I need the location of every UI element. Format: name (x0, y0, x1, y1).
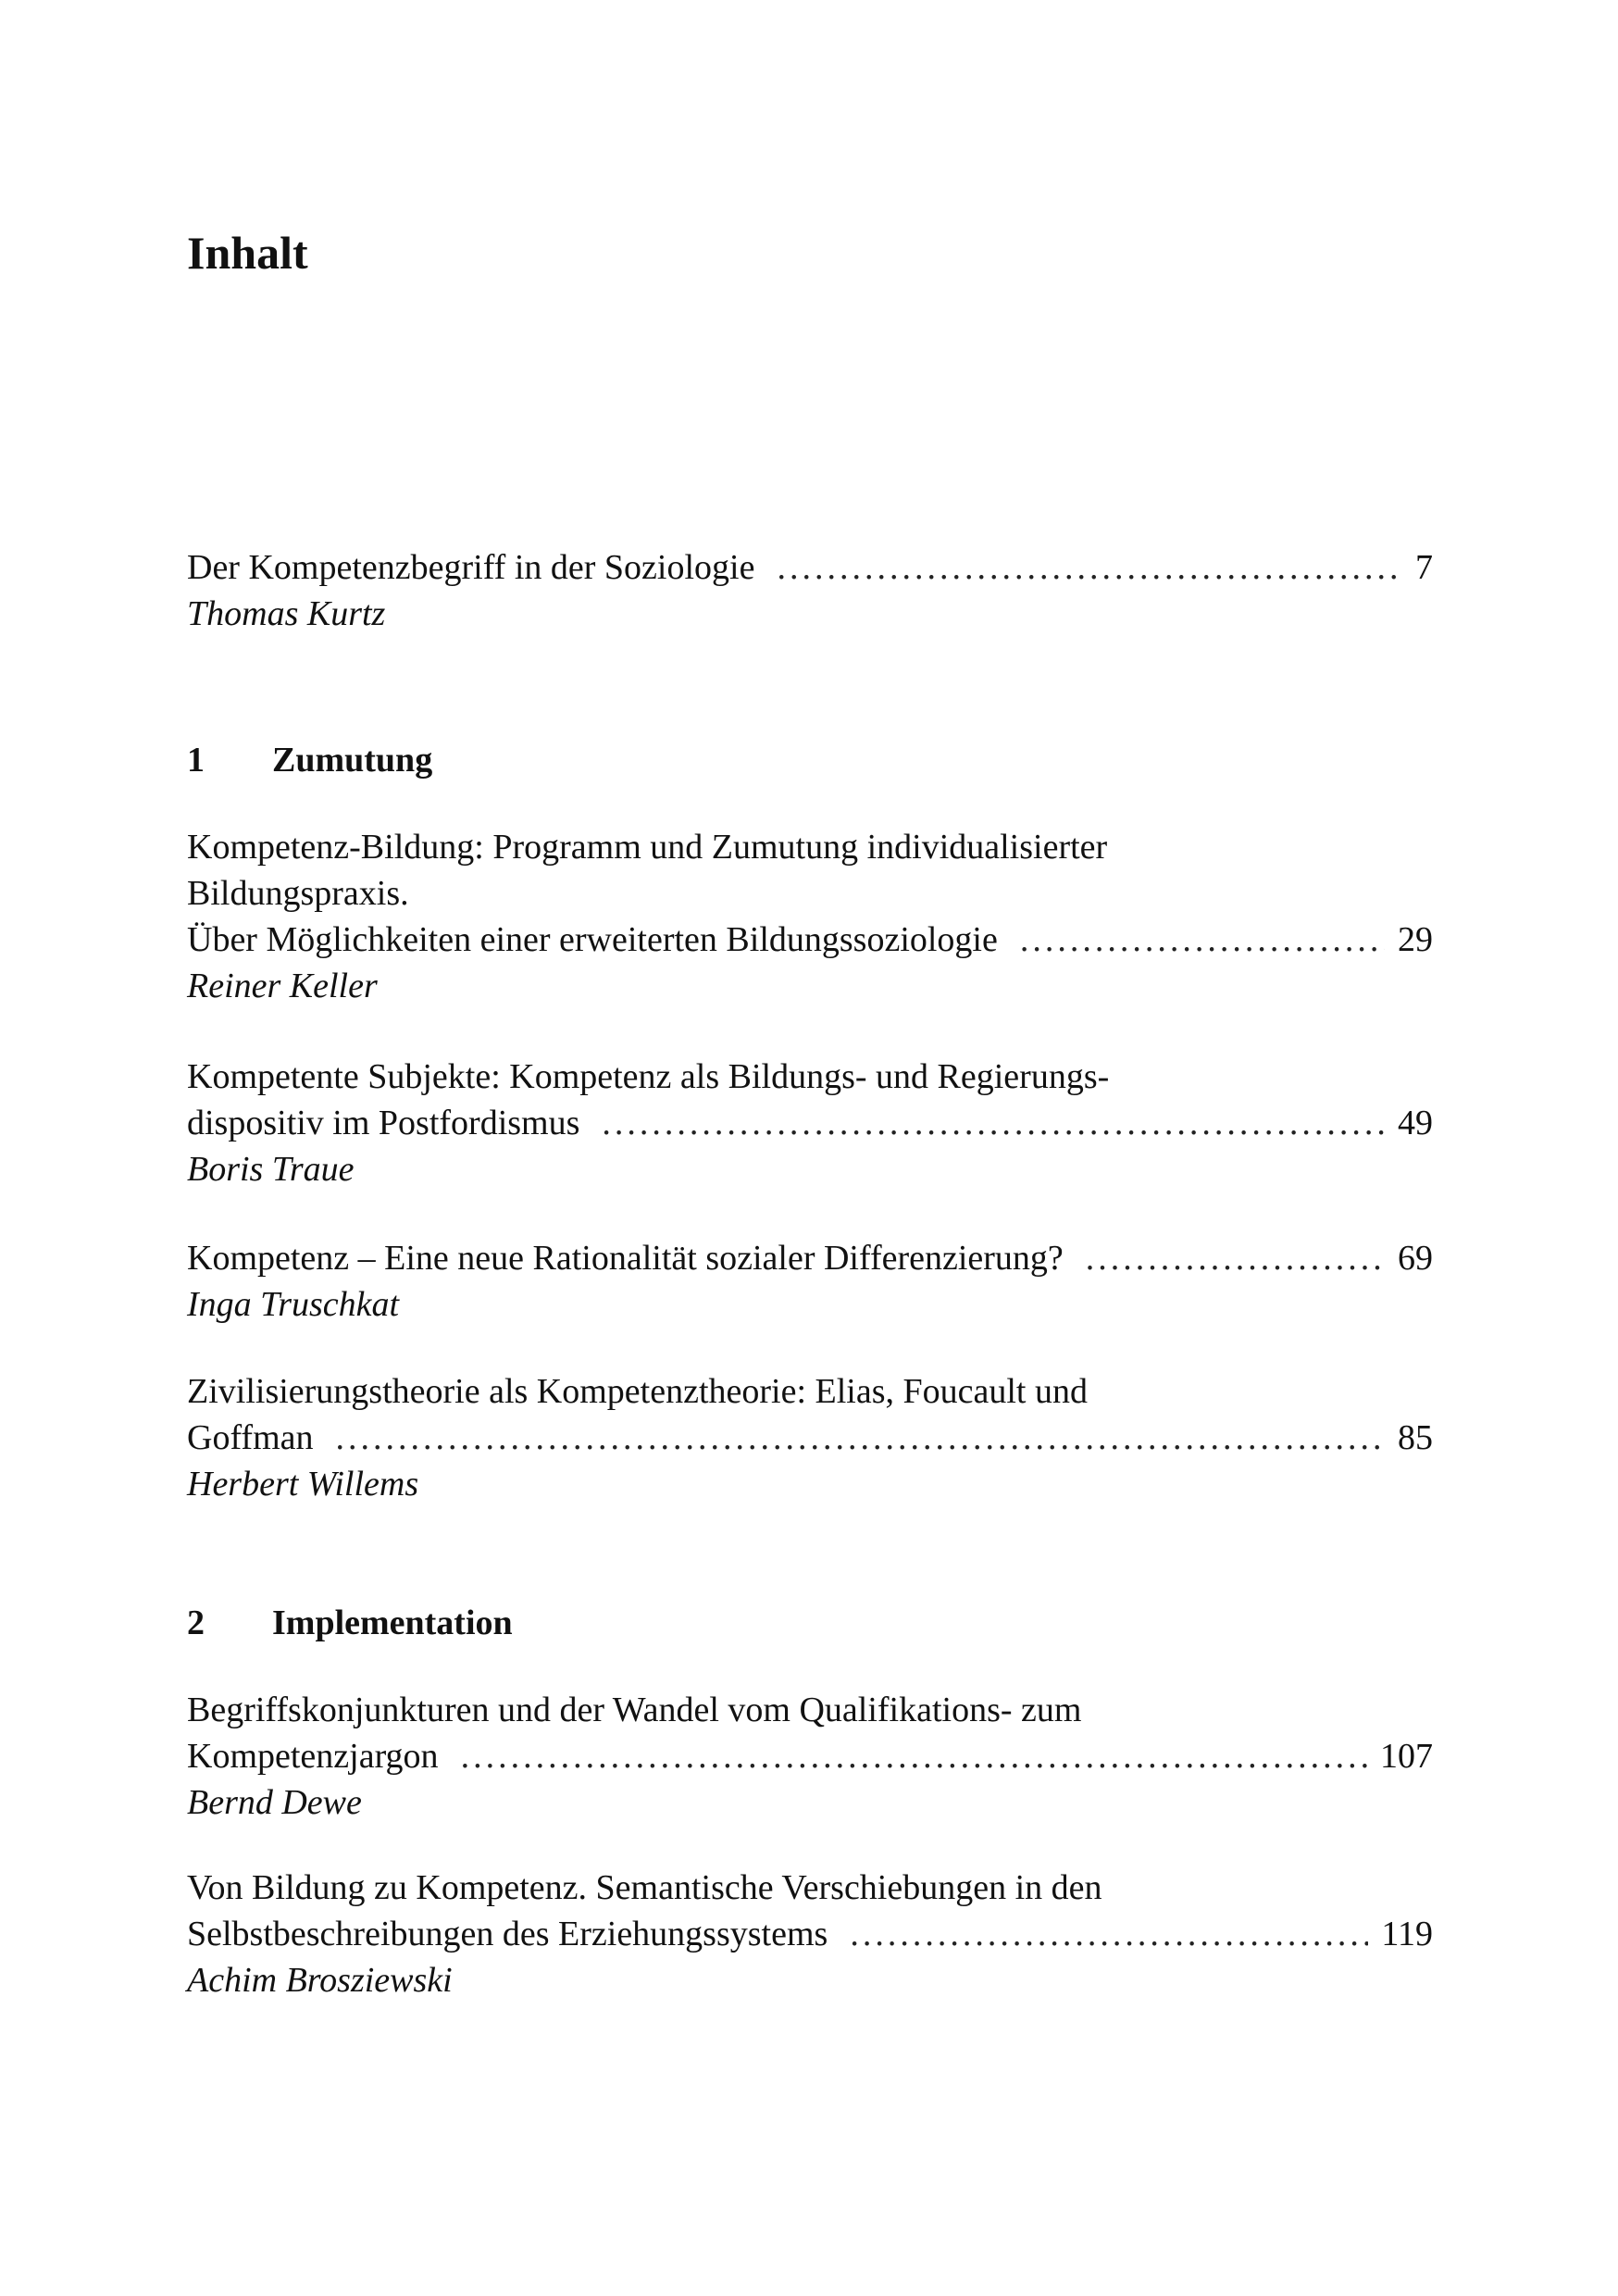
toc-entry-line (187, 1100, 1433, 1146)
entry-title-line: Kompetenz-Bildung: Programm und Zumutung individualisierter (187, 828, 1108, 867)
section-number: 1 (187, 741, 205, 780)
toc-entry-line (187, 1911, 1433, 1957)
section-title: Zumutung (272, 741, 433, 780)
entry-author: Inga Truschkat (187, 1285, 400, 1324)
entry-title-line: Kompetente Subjekte: Kompetenz als Bildungs- und Regierungs- (187, 1057, 1110, 1096)
page-number: 29 (1398, 920, 1433, 959)
section-title: Implementation (272, 1603, 513, 1642)
page-number: 69 (1398, 1239, 1433, 1278)
entry-title-line: Kompetenzjargon (187, 1737, 439, 1776)
entry-author: Bernd Dewe (187, 1783, 362, 1822)
page-number: 85 (1398, 1418, 1433, 1457)
toc-entry-line (187, 1733, 1433, 1779)
section-heading-2 (187, 1600, 513, 1646)
entry-title-line: Begriffskonjunkturen und der Wandel vom Qualifikations- zum (187, 1691, 1082, 1729)
entry-author: Thomas Kurtz (187, 594, 386, 633)
toc-entry[interactable] (187, 824, 1433, 1009)
dot-leader (850, 1911, 1368, 1957)
dot-leader (602, 1100, 1385, 1146)
dot-leader (1020, 917, 1385, 963)
entry-title: Der Kompetenzbegriff in der Soziologie (187, 548, 755, 587)
page-number: 49 (1398, 1104, 1433, 1142)
dot-leader (777, 544, 1402, 591)
toc-entry-intro[interactable] (187, 544, 1433, 637)
entry-title-line: Zivilisierungstheorie als Kompetenztheorie: Elias, Foucault und (187, 1372, 1088, 1411)
page-number: 119 (1381, 1915, 1433, 1953)
entry-author: Boris Traue (187, 1150, 355, 1189)
toc-entry-line (187, 1235, 1433, 1281)
dot-leader (1086, 1235, 1385, 1281)
toc-entry[interactable] (187, 1368, 1433, 1507)
entry-author: Herbert Willems (187, 1465, 419, 1504)
toc-entry-line (187, 917, 1433, 963)
page-title: Inhalt (187, 227, 308, 279)
dot-leader (336, 1415, 1386, 1461)
page-number: 7 (1415, 548, 1433, 587)
entry-title-line: Goffman (187, 1418, 314, 1457)
entry-title-line: Über Möglichkeiten einer erweiterten Bildungssoziologie (187, 920, 998, 959)
entry-title-line: Selbstbeschreibungen des Erziehungssystems (187, 1915, 828, 1953)
toc-entry[interactable] (187, 1865, 1433, 2003)
entry-author: Achim Brosziewski (187, 1961, 453, 2000)
dot-leader (461, 1733, 1367, 1779)
toc-entry-line (187, 1415, 1433, 1461)
toc-entry[interactable] (187, 1054, 1433, 1192)
page-number: 107 (1380, 1737, 1433, 1776)
entry-title-line: Bildungspraxis. (187, 874, 409, 913)
entry-title-line: Von Bildung zu Kompetenz. Semantische Verschiebungen in den (187, 1868, 1102, 1907)
toc-entry[interactable] (187, 1235, 1433, 1328)
entry-author: Reiner Keller (187, 967, 378, 1005)
toc-entry-line (187, 544, 1433, 591)
section-heading-1 (187, 737, 432, 783)
toc-entry[interactable] (187, 1687, 1433, 1826)
entry-title-line: Kompetenz – Eine neue Rationalität sozialer Differenzierung? (187, 1239, 1064, 1278)
section-number: 2 (187, 1603, 205, 1642)
entry-title-line: dispositiv im Postfordismus (187, 1104, 580, 1142)
